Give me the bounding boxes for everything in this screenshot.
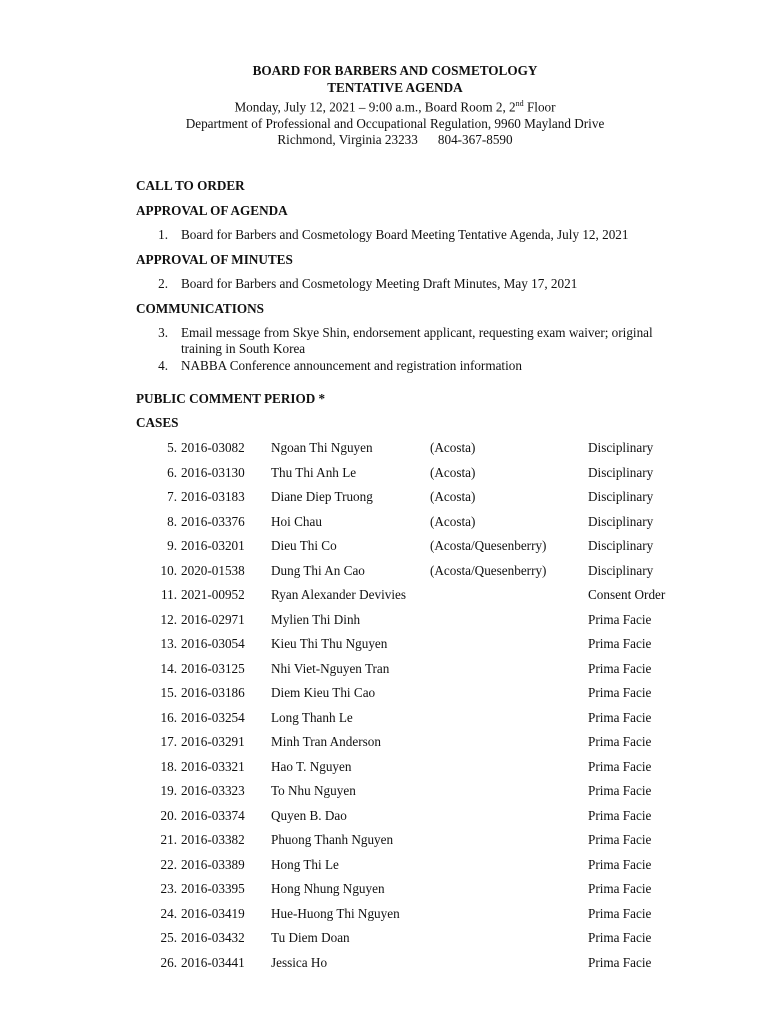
case-type: Disciplinary	[588, 489, 654, 504]
case-number-index: 20.	[160, 807, 177, 823]
agenda-page: BOARD FOR BARBERS AND COSMETOLOGY TENTATIVE AGENDA Monday, July 12, 2021 – 9:00 a.m., Board Room 2, 2nd Floor Department of Professional and Occupational Regulation, 9960 Mayland Drive Richmond, Virginia 23233 804-367-8590 CALL TO ORDER APPROVAL OF AGENDA 1. Board for Barbers and Cosmetology Board Meeting Tentative Agenda, July 12, 2021 APPROVAL OF MINUTES 2. Board for Barbers and Cosmetology Meeting Draft Minutes, May 17, 2021 COMMUNICATIONS 3. Email message from Skye Shin, endorsement applicant, requesting exam waiver; original training in South Korea 4. NABBA Conference announcement and registration information PUBLIC COMMENT PERIOD * CASES 5. 2016-03082 Ngoan Thi Nguyen (Acosta) Disciplinary 6. 2016-03130 Thu Thi Anh Le (Acosta) Disciplinary 7. 2016-03183 Diane Diep Truong (Acosta) Disciplinary 8. 2016-03376 Hoi Chau (Acosta) Disciplinary 9. 2016-03201 Dieu Thi Co (Acosta/Quesenberry) Disciplinary 10. 2020-01538 Dung Thi An Cao (Acosta/Quesenberry) Disciplinary 11. 2021-00952 Ryan Alexander Devivies Consent Order 12. 2016-02971 Mylien Thi Dinh Prima Facie 13. 2016-03054 Kieu Thi Thu Nguyen Prima Facie 14. 2016-03125 Nhi Viet-Nguyen Tran Prima Facie 15. 2016-03186 Diem Kieu Thi Cao Prima Facie 16. 2016-03254 Long Thanh Le Prima Facie 17. 2016-03291 Minh Tran Anderson Prima Facie 18. 2016-03321 Hao T. Nguyen Prima Facie 19. 2016-03323 To Nhu Nguyen Prima Facie 20. 2016-03374 Quyen B. Dao Prima Facie 21. 2016-03382 Phuong Thanh Nguyen Prima Facie 22. 2016-03389 Hong Thi Le Prima Facie 23. 2016-03395 Hong Nhung Nguyen Prima Facie 24. 2016-03419 Hue-Huong Thi Nguyen Prima Facie 25. 2016-03432 Tu Diem Doan Prima Facie 26. 2016-03441 Jessica Ho Prima Facie	[0, 0, 770, 1024]
respondent-name: Thu Thi Anh Le	[271, 464, 357, 480]
case-number-index: 16.	[160, 709, 177, 725]
case-file-number: 2016-03291	[181, 734, 245, 749]
case-number-index: 5.	[167, 440, 177, 455]
respondent-name: Diem Kieu Thi Cao	[271, 685, 376, 700]
respondent-name: Hao T. Nguyen	[271, 758, 352, 774]
respondent-name: Minh Tran Anderson	[271, 734, 381, 749]
respondent-name: Long Thanh Le	[271, 709, 353, 725]
case-type: Prima Facie	[588, 636, 652, 651]
case-number-index: 19.	[160, 783, 177, 798]
department-address: Department of Professional and Occupational Regulation, 9960 Mayland Drive	[185, 115, 605, 131]
case-type: Prima Facie	[588, 954, 652, 970]
respondent-name: Diane Diep Truong	[271, 489, 373, 504]
case-type: Disciplinary	[588, 538, 654, 553]
case-number-index: 23.	[160, 881, 177, 896]
case-file-number: 2016-03432	[181, 930, 245, 945]
counsel: (Acosta/Quesenberry)	[430, 562, 547, 578]
case-number-index: 9.	[167, 538, 177, 553]
respondent-name: Ngoan Thi Nguyen	[271, 440, 373, 455]
case-type: Prima Facie	[588, 611, 652, 627]
respondent-name: Nhi Viet-Nguyen Tran	[271, 660, 390, 676]
city-phone-line: Richmond, Virginia 23233 804-367-8590	[277, 132, 513, 148]
case-number-index: 8.	[167, 513, 177, 529]
case-file-number: 2016-03374	[181, 807, 245, 823]
respondent-name: Phuong Thanh Nguyen	[271, 832, 394, 847]
case-file-number: 2016-03376	[181, 513, 245, 529]
case-type: Disciplinary	[588, 440, 654, 455]
respondent-name: Hoi Chau	[271, 513, 322, 529]
counsel: (Acosta)	[430, 440, 476, 455]
counsel: (Acosta)	[430, 513, 476, 529]
case-number-index: 22.	[160, 856, 177, 872]
respondent-name: Ryan Alexander Devivies	[271, 587, 406, 602]
case-type: Prima Facie	[588, 685, 652, 700]
case-type: Consent Order	[588, 587, 666, 602]
counsel: (Acosta/Quesenberry)	[430, 538, 547, 553]
respondent-name: Kieu Thi Thu Nguyen	[271, 636, 388, 651]
case-number-index: 11.	[161, 587, 177, 602]
case-type: Prima Facie	[588, 881, 652, 896]
document-title: TENTATIVE AGENDA	[327, 79, 463, 95]
counsel: (Acosta)	[430, 464, 476, 480]
case-file-number: 2016-02971	[181, 611, 245, 627]
counsel: (Acosta)	[430, 489, 476, 504]
case-file-number: 2020-01538	[181, 562, 245, 578]
case-file-number: 2016-03125	[181, 660, 245, 676]
case-type: Prima Facie	[588, 783, 652, 798]
case-file-number: 2016-03389	[181, 856, 245, 872]
case-number-index: 25.	[160, 930, 177, 945]
case-file-number: 2016-03441	[181, 954, 245, 970]
case-type: Prima Facie	[588, 660, 652, 676]
respondent-name: Quyen B. Dao	[271, 807, 347, 823]
case-number-index: 7.	[167, 489, 177, 504]
respondent-name: Tu Diem Doan	[271, 930, 350, 945]
respondent-name: Hong Nhung Nguyen	[271, 881, 385, 896]
case-type: Prima Facie	[588, 734, 652, 749]
case-file-number: 2016-03323	[181, 783, 245, 798]
case-number-index: 14.	[160, 660, 177, 676]
case-file-number: 2016-03382	[181, 832, 245, 847]
case-number-index: 26.	[160, 954, 177, 970]
case-number-index: 18.	[160, 758, 177, 774]
case-type: Prima Facie	[588, 709, 652, 725]
case-type: Prima Facie	[588, 807, 652, 823]
case-file-number: 2016-03419	[181, 905, 245, 921]
case-type: Prima Facie	[588, 930, 652, 945]
case-file-number: 2016-03201	[181, 538, 245, 553]
case-file-number: 2016-03254	[181, 709, 245, 725]
respondent-name: Hong Thi Le	[271, 856, 339, 872]
case-file-number: 2016-03395	[181, 881, 245, 896]
case-number-index: 6.	[167, 464, 177, 480]
case-number-index: 21.	[160, 832, 177, 847]
case-number-index: 15.	[160, 685, 177, 700]
case-number-index: 10.	[160, 562, 177, 578]
case-file-number: 2016-03054	[181, 636, 245, 651]
case-type: Disciplinary	[588, 562, 654, 578]
case-type: Prima Facie	[588, 832, 652, 847]
respondent-name: Jessica Ho	[271, 954, 328, 970]
agenda-header	[0, 63, 770, 149]
case-type: Disciplinary	[588, 513, 654, 529]
meeting-date-line: Monday, July 12, 2021 – 9:00 a.m., Board Room 2, 2nd Floor	[234, 99, 556, 115]
respondent-name: Mylien Thi Dinh	[271, 611, 361, 627]
case-file-number: 2016-03321	[181, 758, 245, 774]
respondent-name: To Nhu Nguyen	[271, 783, 356, 798]
case-file-number: 2016-03130	[181, 464, 245, 480]
case-file-number: 2016-03082	[181, 440, 245, 455]
case-file-number: 2021-00952	[181, 587, 245, 602]
respondent-name: Dung Thi An Cao	[271, 562, 365, 578]
case-file-number: 2016-03186	[181, 685, 245, 700]
case-number-index: 13.	[160, 636, 177, 651]
case-type: Disciplinary	[588, 464, 654, 480]
case-number-index: 17.	[160, 734, 177, 749]
case-number-index: 12.	[160, 611, 177, 627]
case-type: Prima Facie	[588, 758, 652, 774]
case-type: Prima Facie	[588, 905, 652, 921]
respondent-name: Hue-Huong Thi Nguyen	[271, 905, 400, 921]
case-number-index: 24.	[160, 905, 177, 921]
case-file-number: 2016-03183	[181, 489, 245, 504]
respondent-name: Dieu Thi Co	[271, 538, 337, 553]
case-type: Prima Facie	[588, 856, 652, 872]
board-name: BOARD FOR BARBERS AND COSMETOLOGY	[252, 63, 538, 78]
